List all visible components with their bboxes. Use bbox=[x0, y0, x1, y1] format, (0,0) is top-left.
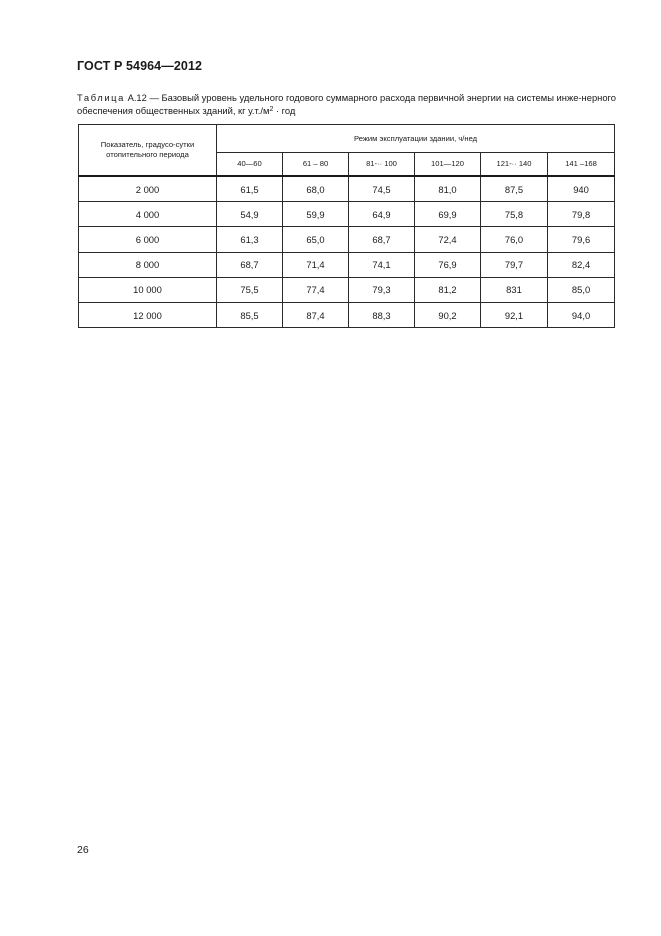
value-cell: 79,7 bbox=[481, 252, 548, 277]
caption-text-end: · год bbox=[273, 104, 296, 116]
table-row bbox=[79, 277, 615, 302]
value-cell: 68,7 bbox=[349, 227, 415, 252]
value-cell: 59,9 bbox=[283, 202, 349, 227]
value-cell: 87,5 bbox=[481, 176, 548, 202]
value-cell: 85,5 bbox=[217, 302, 283, 327]
caption-text: — Базовый уровень удельного годового суммарного расхода первичной энергии на системы инже-нерного обеспечения общественных зданий, кг у.т./м bbox=[77, 92, 616, 116]
value-cell: 77,4 bbox=[283, 277, 349, 302]
value-cell: 68,0 bbox=[283, 176, 349, 202]
value-cell: 64,9 bbox=[349, 202, 415, 227]
caption-label: Таблица bbox=[77, 92, 125, 103]
value-cell: 68,7 bbox=[217, 252, 283, 277]
value-cell: 69,9 bbox=[415, 202, 481, 227]
value-cell: 79,8 bbox=[548, 202, 615, 227]
value-cell: 72,4 bbox=[415, 227, 481, 252]
caption-number: А.12 bbox=[127, 92, 147, 103]
value-cell: 92,1 bbox=[481, 302, 548, 327]
row-label-cell: 6 000 bbox=[79, 227, 217, 252]
table-header-row bbox=[79, 125, 615, 153]
row-header-cell: Показатель, градусо-сутки отопительного периода bbox=[79, 125, 217, 177]
row-label-cell: 2 000 bbox=[79, 176, 217, 202]
value-cell: 75,8 bbox=[481, 202, 548, 227]
value-cell: 76,0 bbox=[481, 227, 548, 252]
value-cell: 74,5 bbox=[349, 176, 415, 202]
value-cell: 87,4 bbox=[283, 302, 349, 327]
value-cell: 61,3 bbox=[217, 227, 283, 252]
value-cell: 88,3 bbox=[349, 302, 415, 327]
caption-superscript: 2 bbox=[269, 105, 274, 113]
value-cell: 90,2 bbox=[415, 302, 481, 327]
table-caption bbox=[77, 92, 617, 117]
value-cell: 82,4 bbox=[548, 252, 615, 277]
table-row bbox=[79, 176, 615, 202]
value-cell: 81,0 bbox=[415, 176, 481, 202]
value-cell: 71,4 bbox=[283, 252, 349, 277]
row-label-cell: 12 000 bbox=[79, 302, 217, 327]
value-cell: 61,5 bbox=[217, 176, 283, 202]
table-row bbox=[79, 202, 615, 227]
value-cell: 94,0 bbox=[548, 302, 615, 327]
row-label-cell: 10 000 bbox=[79, 277, 217, 302]
group-header-cell: Режим эксплуатации здании, ч/нед bbox=[217, 125, 615, 153]
column-header: 81-·· 100 bbox=[349, 153, 415, 177]
energy-table bbox=[78, 124, 615, 328]
value-cell: 54,9 bbox=[217, 202, 283, 227]
table-row bbox=[79, 227, 615, 252]
table-row bbox=[79, 252, 615, 277]
value-cell: 81,2 bbox=[415, 277, 481, 302]
value-cell: 85,0 bbox=[548, 277, 615, 302]
value-cell: 79,6 bbox=[548, 227, 615, 252]
column-header: 121-·· 140 bbox=[481, 153, 548, 177]
table-row bbox=[79, 302, 615, 327]
column-header: 40—60 bbox=[217, 153, 283, 177]
row-label-cell: 8 000 bbox=[79, 252, 217, 277]
value-cell: 831 bbox=[481, 277, 548, 302]
document-header: ГОСТ Р 54964—2012 bbox=[77, 59, 203, 73]
column-header: 101—120 bbox=[415, 153, 481, 177]
value-cell: 79,3 bbox=[349, 277, 415, 302]
value-cell: 76,9 bbox=[415, 252, 481, 277]
value-cell: 940 bbox=[548, 176, 615, 202]
column-header: 141 –168 bbox=[548, 153, 615, 177]
value-cell: 75,5 bbox=[217, 277, 283, 302]
column-header: 61 – 80 bbox=[283, 153, 349, 177]
page-number: 26 bbox=[77, 844, 89, 856]
value-cell: 74,1 bbox=[349, 252, 415, 277]
value-cell: 65,0 bbox=[283, 227, 349, 252]
row-label-cell: 4 000 bbox=[79, 202, 217, 227]
